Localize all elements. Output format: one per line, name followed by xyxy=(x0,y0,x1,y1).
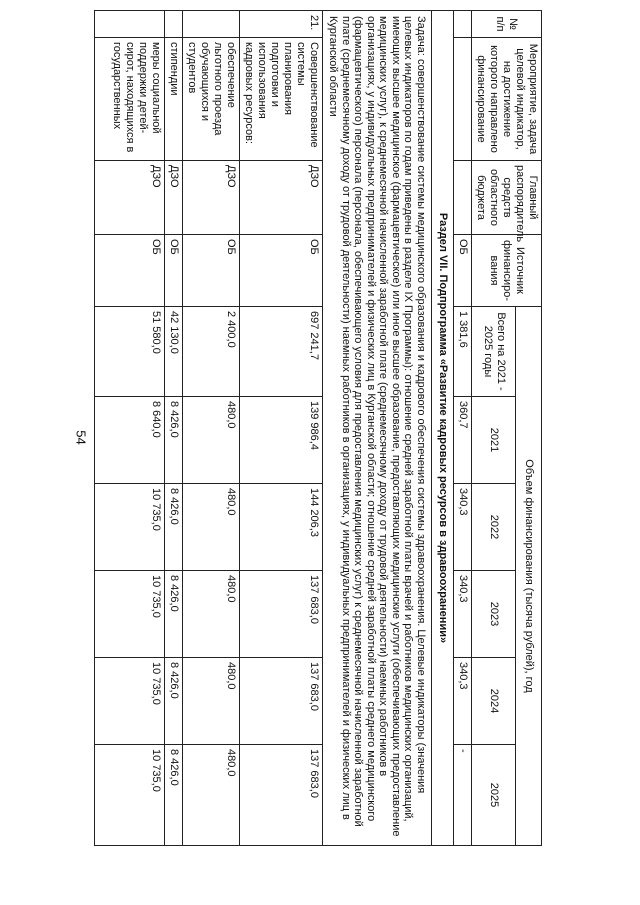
header-2025: 2025 xyxy=(472,745,516,846)
header-2021: 2021 xyxy=(472,397,516,484)
row-manager: ДЗО xyxy=(183,161,240,235)
cell-2024: 340,3 xyxy=(454,658,472,745)
page-number: 54 xyxy=(73,430,89,445)
row-total: 697 241,7 xyxy=(240,307,323,397)
row-2025: 137 683,0 xyxy=(240,745,323,846)
header-num: № п/п xyxy=(472,11,542,38)
cell-total: 1 381,6 xyxy=(454,307,472,397)
table-row xyxy=(240,11,323,846)
row-source: ОБ xyxy=(95,235,165,307)
table-row xyxy=(95,11,165,846)
rotated-content xyxy=(84,10,542,837)
cell-2021: 360,7 xyxy=(454,397,472,484)
header-source: Источник финансиро-вания xyxy=(472,235,542,307)
table-row xyxy=(165,11,183,846)
cell-2025: - xyxy=(454,745,472,846)
financing-table xyxy=(94,10,542,846)
row-num: 21. xyxy=(240,11,323,38)
row-measure: обеспечение льготного проезда обучающихся и студентов xyxy=(183,38,240,161)
row-2024: 137 683,0 xyxy=(240,658,323,745)
row-total: 42 130,0 xyxy=(165,307,183,397)
row-2024: 480,0 xyxy=(183,658,240,745)
header-manager: Главный распорядитель средств областного бюджета xyxy=(472,161,542,235)
header-total: Всего на 2021 - 2025 годы xyxy=(472,307,516,397)
table-row xyxy=(183,11,240,846)
header-measure: Мероприятие, задача целевой индикатор, на достижение которого направлено финансирование xyxy=(472,38,542,161)
row-measure: Совершенствование системы планирования подготовки и использования кадровых ресурсов: xyxy=(240,38,323,161)
row-2022: 144 206,3 xyxy=(240,484,323,571)
row-2022: 10 735,0 xyxy=(95,484,165,571)
cell-2022: 340,3 xyxy=(454,484,472,571)
row-num xyxy=(183,11,240,38)
top-row xyxy=(454,11,472,846)
row-manager: ДЗО xyxy=(95,161,165,235)
cell-source: ОБ xyxy=(454,235,472,307)
section-row xyxy=(432,11,454,846)
row-source: ОБ xyxy=(183,235,240,307)
row-2024: 10 735,0 xyxy=(95,658,165,745)
cell-2023: 340,3 xyxy=(454,571,472,658)
task-row xyxy=(323,11,432,846)
row-total: 51 580,0 xyxy=(95,307,165,397)
row-2024: 8 426,0 xyxy=(165,658,183,745)
row-manager: ДЗО xyxy=(240,161,323,235)
row-total: 2 400,0 xyxy=(183,307,240,397)
header-2022: 2022 xyxy=(472,484,516,571)
row-2022: 8 426,0 xyxy=(165,484,183,571)
row-2023: 10 735,0 xyxy=(95,571,165,658)
row-2023: 8 426,0 xyxy=(165,571,183,658)
task-text: Задача: совершенствование системы медицинского образования и кадрового обеспечения системы здравоохранения. Целевые индикаторы (значения целевых индикаторов по годам приведены в разделе IX Программы): отношение средней заработной платы врачей и работников медицинских организаций, имеющих высшее медицинское (фармацевтическое) или иное высшее образование, предоставляющих медицинские услуги (обеспечивающих предоставление медицинских услуг), к среднемесячной начисленной заработной плате (среднемесячному доходу от трудовой деятельности) наемных работников в организациях, у индивидуальных предпринимателей и физических лиц в Курганской области; отношение средней заработной платы среднего медицинского (фармацевтического) персонала (персонала, обеспечивающего условия для предоставления медицинских услуг) к среднемесячной начисленной заработной плате (среднемесячному доходу от трудовой деятельности) наемных работников в организациях, у индивидуальных предпринимателей и физических лиц в Курганской области xyxy=(323,11,432,846)
row-num xyxy=(95,11,165,38)
data-rows xyxy=(95,11,323,846)
row-source: ОБ xyxy=(165,235,183,307)
section-title: Раздел VII. Подпрограмма «Развитие кадровых ресурсов в здравоохранении» xyxy=(432,11,454,846)
row-2023: 137 683,0 xyxy=(240,571,323,658)
row-2025: 8 426,0 xyxy=(165,745,183,846)
row-measure: меры социальной поддержки детей-сирот, находящихся в государственных xyxy=(95,38,165,161)
row-num xyxy=(165,11,183,38)
header-row-1 xyxy=(516,11,542,846)
row-2021: 8 640,0 xyxy=(95,397,165,484)
row-measure: стипендии xyxy=(165,38,183,161)
row-2023: 480,0 xyxy=(183,571,240,658)
row-2022: 480,0 xyxy=(183,484,240,571)
header-2024: 2024 xyxy=(472,658,516,745)
row-source: ОБ xyxy=(240,235,323,307)
row-2025: 480,0 xyxy=(183,745,240,846)
header-2023: 2023 xyxy=(472,571,516,658)
row-2021: 480,0 xyxy=(183,397,240,484)
row-2021: 139 986,4 xyxy=(240,397,323,484)
row-2025: 10 735,0 xyxy=(95,745,165,846)
header-volume: Объем финансирования (тысяча рублей), год xyxy=(516,307,542,846)
row-2021: 8 426,0 xyxy=(165,397,183,484)
row-manager: ДЗО xyxy=(165,161,183,235)
